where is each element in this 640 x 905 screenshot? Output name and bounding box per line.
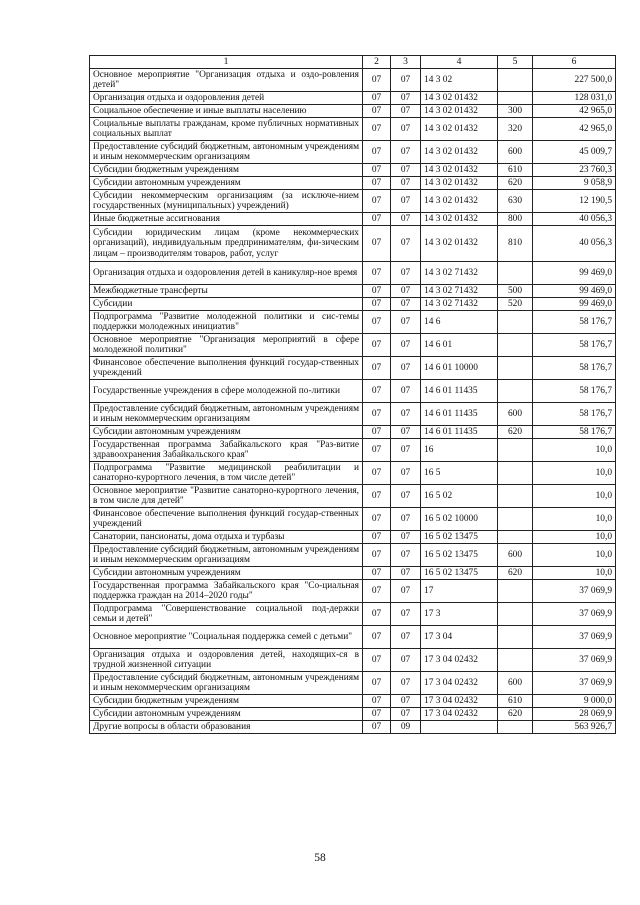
row-amount-cell: 10,0 — [533, 485, 616, 508]
row-subsection-cell: 07 — [391, 439, 421, 462]
row-target-article-cell: 14 6 — [421, 311, 498, 334]
table-row — [90, 649, 616, 672]
row-amount-cell: 37 069,9 — [533, 580, 616, 603]
row-subsection-cell: 09 — [391, 721, 421, 734]
row-expense-type-cell: 600 — [498, 141, 533, 164]
row-subsection-cell: 07 — [391, 262, 421, 285]
row-name-cell: Субсидии автономным учреждениям — [90, 708, 363, 721]
table-row — [90, 708, 616, 721]
row-target-article-cell: 16 5 02 10000 — [421, 508, 498, 531]
row-expense-type-cell — [498, 357, 533, 380]
row-name-cell: Организация отдыха и оздоровления детей, находящих-ся в трудной жизненной ситуации — [90, 649, 363, 672]
row-target-article-cell: 14 3 02 01432 — [421, 226, 498, 262]
row-target-article-cell: 14 3 02 01432 — [421, 213, 498, 226]
row-subsection-cell: 07 — [391, 626, 421, 649]
table-row — [90, 262, 616, 285]
row-name-cell: Основное мероприятие "Социальная поддержка семей с детьми" — [90, 626, 363, 649]
row-expense-type-cell: 620 — [498, 567, 533, 580]
row-expense-type-cell — [498, 508, 533, 531]
table-row — [90, 177, 616, 190]
table-row — [90, 439, 616, 462]
row-amount-cell: 128 031,0 — [533, 92, 616, 105]
row-amount-cell: 58 176,7 — [533, 357, 616, 380]
row-expense-type-cell — [498, 262, 533, 285]
table-row — [90, 485, 616, 508]
row-target-article-cell: 17 3 04 02432 — [421, 695, 498, 708]
row-section-cell: 07 — [363, 531, 391, 544]
table-row — [90, 311, 616, 334]
row-name-cell: Субсидии автономным учреждениям — [90, 567, 363, 580]
row-target-article-cell: 14 6 01 11435 — [421, 426, 498, 439]
row-target-article-cell: 17 — [421, 580, 498, 603]
row-target-article-cell: 14 3 02 71432 — [421, 298, 498, 311]
row-subsection-cell: 07 — [391, 580, 421, 603]
row-section-cell: 07 — [363, 213, 391, 226]
row-target-article-cell: 16 5 02 13475 — [421, 544, 498, 567]
row-name-cell: Предоставление субсидий бюджетным, автономным учреждениям и иным некоммерческим организациям — [90, 544, 363, 567]
row-subsection-cell: 07 — [391, 462, 421, 485]
table-row — [90, 190, 616, 213]
row-section-cell: 07 — [363, 334, 391, 357]
row-name-cell: Финансовое обеспечение выполнения функций государ-ственных учреждений — [90, 508, 363, 531]
row-name-cell: Основное мероприятие "Развитие санаторно-курортного лечения, в том числе для детей" — [90, 485, 363, 508]
row-subsection-cell: 07 — [391, 603, 421, 626]
row-expense-type-cell — [498, 92, 533, 105]
row-amount-cell: 9 058,9 — [533, 177, 616, 190]
table-row — [90, 357, 616, 380]
row-section-cell: 07 — [363, 380, 391, 403]
row-amount-cell: 42 965,0 — [533, 105, 616, 118]
row-subsection-cell: 07 — [391, 177, 421, 190]
row-section-cell: 07 — [363, 403, 391, 426]
row-amount-cell: 40 056,3 — [533, 213, 616, 226]
row-section-cell: 07 — [363, 357, 391, 380]
row-name-cell: Подпрограмма "Совершенствование социальной под-держки семьи и детей" — [90, 603, 363, 626]
row-subsection-cell: 07 — [391, 311, 421, 334]
row-subsection-cell: 07 — [391, 649, 421, 672]
row-amount-cell: 45 009,7 — [533, 141, 616, 164]
row-section-cell: 07 — [363, 649, 391, 672]
table-row — [90, 226, 616, 262]
table-row — [90, 626, 616, 649]
row-amount-cell: 37 069,9 — [533, 672, 616, 695]
row-amount-cell: 28 069,9 — [533, 708, 616, 721]
row-name-cell: Субсидии бюджетным учреждениям — [90, 164, 363, 177]
row-section-cell: 07 — [363, 721, 391, 734]
table-row — [90, 164, 616, 177]
row-target-article-cell: 14 3 02 01432 — [421, 164, 498, 177]
row-amount-cell: 10,0 — [533, 439, 616, 462]
row-expense-type-cell — [498, 626, 533, 649]
row-name-cell: Иные бюджетные ассигнования — [90, 213, 363, 226]
row-name-cell: Субсидии автономным учреждениям — [90, 177, 363, 190]
row-section-cell: 07 — [363, 580, 391, 603]
row-name-cell: Государственные учреждения в сфере молодежной по-литики — [90, 380, 363, 403]
table-row — [90, 380, 616, 403]
row-target-article-cell: 17 3 04 — [421, 626, 498, 649]
table-row — [90, 721, 616, 734]
header-col-6: 6 — [533, 56, 616, 69]
row-subsection-cell: 07 — [391, 118, 421, 141]
row-target-article-cell: 14 3 02 01432 — [421, 141, 498, 164]
row-amount-cell: 99 469,0 — [533, 262, 616, 285]
row-section-cell: 07 — [363, 311, 391, 334]
table-body — [90, 69, 616, 734]
row-expense-type-cell: 610 — [498, 695, 533, 708]
row-name-cell: Межбюджетные трансферты — [90, 285, 363, 298]
row-name-cell: Основное мероприятие "Организация мероприятий в сфере молодежной политики" — [90, 334, 363, 357]
row-amount-cell: 99 469,0 — [533, 298, 616, 311]
row-subsection-cell: 07 — [391, 672, 421, 695]
row-section-cell: 07 — [363, 226, 391, 262]
row-name-cell: Социальное обеспечение и иные выплаты населению — [90, 105, 363, 118]
row-section-cell: 07 — [363, 672, 391, 695]
row-amount-cell: 563 926,7 — [533, 721, 616, 734]
table-row — [90, 334, 616, 357]
row-amount-cell: 12 190,5 — [533, 190, 616, 213]
row-expense-type-cell: 810 — [498, 226, 533, 262]
row-expense-type-cell: 620 — [498, 426, 533, 439]
table-row — [90, 69, 616, 92]
header-col-2: 2 — [363, 56, 391, 69]
row-expense-type-cell — [498, 311, 533, 334]
row-expense-type-cell: 320 — [498, 118, 533, 141]
row-target-article-cell: 14 3 02 71432 — [421, 285, 498, 298]
row-name-cell: Субсидии некоммерческим организациям (за исключе-нием государственных (муниципальных) учреждений) — [90, 190, 363, 213]
row-expense-type-cell: 620 — [498, 177, 533, 190]
row-target-article-cell: 16 5 — [421, 462, 498, 485]
table-row — [90, 531, 616, 544]
row-name-cell: Финансовое обеспечение выполнения функций государ-ственных учреждений — [90, 357, 363, 380]
row-target-article-cell: 17 3 — [421, 603, 498, 626]
row-section-cell: 07 — [363, 567, 391, 580]
table-row — [90, 141, 616, 164]
table-row — [90, 92, 616, 105]
row-section-cell: 07 — [363, 695, 391, 708]
row-name-cell: Другие вопросы в области образования — [90, 721, 363, 734]
row-subsection-cell: 07 — [391, 544, 421, 567]
row-expense-type-cell — [498, 580, 533, 603]
table-row — [90, 508, 616, 531]
row-amount-cell: 58 176,7 — [533, 426, 616, 439]
row-name-cell: Субсидии бюджетным учреждениям — [90, 695, 363, 708]
row-subsection-cell: 07 — [391, 141, 421, 164]
row-expense-type-cell — [498, 485, 533, 508]
row-name-cell: Субсидии юридическим лицам (кроме некоммерческих организаций), индивидуальным предпринимателям, фи-зическим лицам – производителям товаров, работ, услуг — [90, 226, 363, 262]
row-subsection-cell: 07 — [391, 531, 421, 544]
row-expense-type-cell — [498, 603, 533, 626]
row-name-cell: Основное мероприятие "Организация отдыха и оздо-ровления детей" — [90, 69, 363, 92]
row-amount-cell: 99 469,0 — [533, 285, 616, 298]
row-subsection-cell: 07 — [391, 485, 421, 508]
row-expense-type-cell: 630 — [498, 190, 533, 213]
row-amount-cell: 10,0 — [533, 544, 616, 567]
row-expense-type-cell — [498, 462, 533, 485]
row-amount-cell: 37 069,9 — [533, 603, 616, 626]
row-subsection-cell: 07 — [391, 298, 421, 311]
table-row — [90, 603, 616, 626]
row-target-article-cell: 16 5 02 — [421, 485, 498, 508]
table-row — [90, 213, 616, 226]
row-amount-cell: 58 176,7 — [533, 334, 616, 357]
row-section-cell: 07 — [363, 462, 391, 485]
row-target-article-cell: 14 3 02 71432 — [421, 262, 498, 285]
row-amount-cell: 58 176,7 — [533, 380, 616, 403]
row-subsection-cell: 07 — [391, 357, 421, 380]
row-target-article-cell: 14 6 01 11435 — [421, 403, 498, 426]
row-name-cell: Организация отдыха и оздоровления детей в каникуляр-ное время — [90, 262, 363, 285]
row-name-cell: Социальные выплаты гражданам, кроме публичных нормативных социальных выплат — [90, 118, 363, 141]
row-name-cell: Предоставление субсидий бюджетным, автономным учреждениям и иным некоммерческим организациям — [90, 672, 363, 695]
row-subsection-cell: 07 — [391, 105, 421, 118]
header-col-4: 4 — [421, 56, 498, 69]
row-target-article-cell: 14 3 02 01432 — [421, 177, 498, 190]
row-name-cell: Подпрограмма "Развитие медицинской реабилитации и санаторно-курортного лечения, в том числе детей" — [90, 462, 363, 485]
row-target-article-cell: 14 6 01 11435 — [421, 380, 498, 403]
row-section-cell: 07 — [363, 544, 391, 567]
row-subsection-cell: 07 — [391, 695, 421, 708]
row-section-cell: 07 — [363, 285, 391, 298]
table-row — [90, 695, 616, 708]
row-subsection-cell: 07 — [391, 334, 421, 357]
page-number: 58 — [314, 852, 326, 864]
row-section-cell: 07 — [363, 626, 391, 649]
row-expense-type-cell: 300 — [498, 105, 533, 118]
row-expense-type-cell: 800 — [498, 213, 533, 226]
row-subsection-cell: 07 — [391, 190, 421, 213]
row-section-cell: 07 — [363, 298, 391, 311]
table-row — [90, 426, 616, 439]
row-name-cell: Субсидии автономным учреждениям — [90, 426, 363, 439]
table-row — [90, 298, 616, 311]
row-expense-type-cell: 520 — [498, 298, 533, 311]
row-expense-type-cell: 600 — [498, 403, 533, 426]
table-header-row — [90, 56, 616, 69]
row-subsection-cell: 07 — [391, 380, 421, 403]
row-name-cell: Подпрограмма "Развитие молодежной политики и сис-темы поддержки молодежных инициатив" — [90, 311, 363, 334]
row-expense-type-cell: 500 — [498, 285, 533, 298]
table-row — [90, 403, 616, 426]
row-amount-cell: 10,0 — [533, 508, 616, 531]
row-subsection-cell: 07 — [391, 164, 421, 177]
row-target-article-cell: 14 3 02 01432 — [421, 190, 498, 213]
table-row — [90, 285, 616, 298]
row-target-article-cell: 14 6 01 — [421, 334, 498, 357]
table-row — [90, 118, 616, 141]
row-subsection-cell: 07 — [391, 567, 421, 580]
row-target-article-cell: 17 3 04 02432 — [421, 672, 498, 695]
table-row — [90, 105, 616, 118]
row-subsection-cell: 07 — [391, 226, 421, 262]
row-section-cell: 07 — [363, 69, 391, 92]
table-row — [90, 462, 616, 485]
row-section-cell: 07 — [363, 485, 391, 508]
row-target-article-cell: 16 5 02 13475 — [421, 567, 498, 580]
row-amount-cell: 42 965,0 — [533, 118, 616, 141]
header-col-5: 5 — [498, 56, 533, 69]
row-target-article-cell: 17 3 04 02432 — [421, 649, 498, 672]
row-amount-cell: 227 500,0 — [533, 69, 616, 92]
header-col-1: 1 — [90, 56, 363, 69]
row-subsection-cell: 07 — [391, 285, 421, 298]
row-section-cell: 07 — [363, 190, 391, 213]
row-expense-type-cell — [498, 649, 533, 672]
header-col-3: 3 — [391, 56, 421, 69]
row-name-cell: Предоставление субсидий бюджетным, автономным учреждениям и иным некоммерческим организациям — [90, 403, 363, 426]
row-section-cell: 07 — [363, 508, 391, 531]
row-section-cell: 07 — [363, 708, 391, 721]
row-amount-cell: 58 176,7 — [533, 403, 616, 426]
row-section-cell: 07 — [363, 426, 391, 439]
row-target-article-cell: 16 5 02 13475 — [421, 531, 498, 544]
row-amount-cell: 10,0 — [533, 462, 616, 485]
row-name-cell: Государственная программа Забайкальского края "Раз-витие здравоохранения Забайкальского края" — [90, 439, 363, 462]
row-target-article-cell — [421, 721, 498, 734]
row-name-cell: Государственная программа Забайкальского края "Со-циальная поддержка граждан на 2014–2020 годы" — [90, 580, 363, 603]
table-row — [90, 567, 616, 580]
row-target-article-cell: 14 3 02 01432 — [421, 92, 498, 105]
row-section-cell: 07 — [363, 177, 391, 190]
row-expense-type-cell — [498, 721, 533, 734]
row-amount-cell: 23 760,3 — [533, 164, 616, 177]
row-expense-type-cell — [498, 334, 533, 357]
row-section-cell: 07 — [363, 164, 391, 177]
row-target-article-cell: 16 — [421, 439, 498, 462]
row-target-article-cell: 14 3 02 — [421, 69, 498, 92]
table-row — [90, 580, 616, 603]
row-amount-cell: 9 000,0 — [533, 695, 616, 708]
row-name-cell: Санатории, пансионаты, дома отдыха и турбазы — [90, 531, 363, 544]
row-amount-cell: 37 069,9 — [533, 626, 616, 649]
row-expense-type-cell — [498, 531, 533, 544]
row-target-article-cell: 17 3 04 02432 — [421, 708, 498, 721]
row-expense-type-cell: 600 — [498, 544, 533, 567]
row-target-article-cell: 14 3 02 01432 — [421, 118, 498, 141]
row-expense-type-cell: 610 — [498, 164, 533, 177]
row-subsection-cell: 07 — [391, 213, 421, 226]
table-row — [90, 672, 616, 695]
row-expense-type-cell — [498, 380, 533, 403]
row-subsection-cell: 07 — [391, 508, 421, 531]
table-row — [90, 544, 616, 567]
row-amount-cell: 37 069,9 — [533, 649, 616, 672]
row-target-article-cell: 14 3 02 01432 — [421, 105, 498, 118]
row-section-cell: 07 — [363, 92, 391, 105]
row-subsection-cell: 07 — [391, 426, 421, 439]
row-name-cell: Предоставление субсидий бюджетным, автономным учреждениям и иным некоммерческим организациям — [90, 141, 363, 164]
row-section-cell: 07 — [363, 141, 391, 164]
row-target-article-cell: 14 6 01 10000 — [421, 357, 498, 380]
row-expense-type-cell: 620 — [498, 708, 533, 721]
row-expense-type-cell — [498, 439, 533, 462]
row-section-cell: 07 — [363, 118, 391, 141]
row-name-cell: Организация отдыха и оздоровления детей — [90, 92, 363, 105]
row-subsection-cell: 07 — [391, 708, 421, 721]
row-expense-type-cell — [498, 69, 533, 92]
row-section-cell: 07 — [363, 105, 391, 118]
row-subsection-cell: 07 — [391, 92, 421, 105]
row-section-cell: 07 — [363, 439, 391, 462]
row-section-cell: 07 — [363, 603, 391, 626]
row-subsection-cell: 07 — [391, 403, 421, 426]
row-amount-cell: 10,0 — [533, 567, 616, 580]
row-amount-cell: 10,0 — [533, 531, 616, 544]
row-subsection-cell: 07 — [391, 69, 421, 92]
row-expense-type-cell: 600 — [498, 672, 533, 695]
row-amount-cell: 40 056,3 — [533, 226, 616, 262]
row-section-cell: 07 — [363, 262, 391, 285]
row-name-cell: Субсидии — [90, 298, 363, 311]
budget-table — [89, 55, 616, 734]
row-amount-cell: 58 176,7 — [533, 311, 616, 334]
